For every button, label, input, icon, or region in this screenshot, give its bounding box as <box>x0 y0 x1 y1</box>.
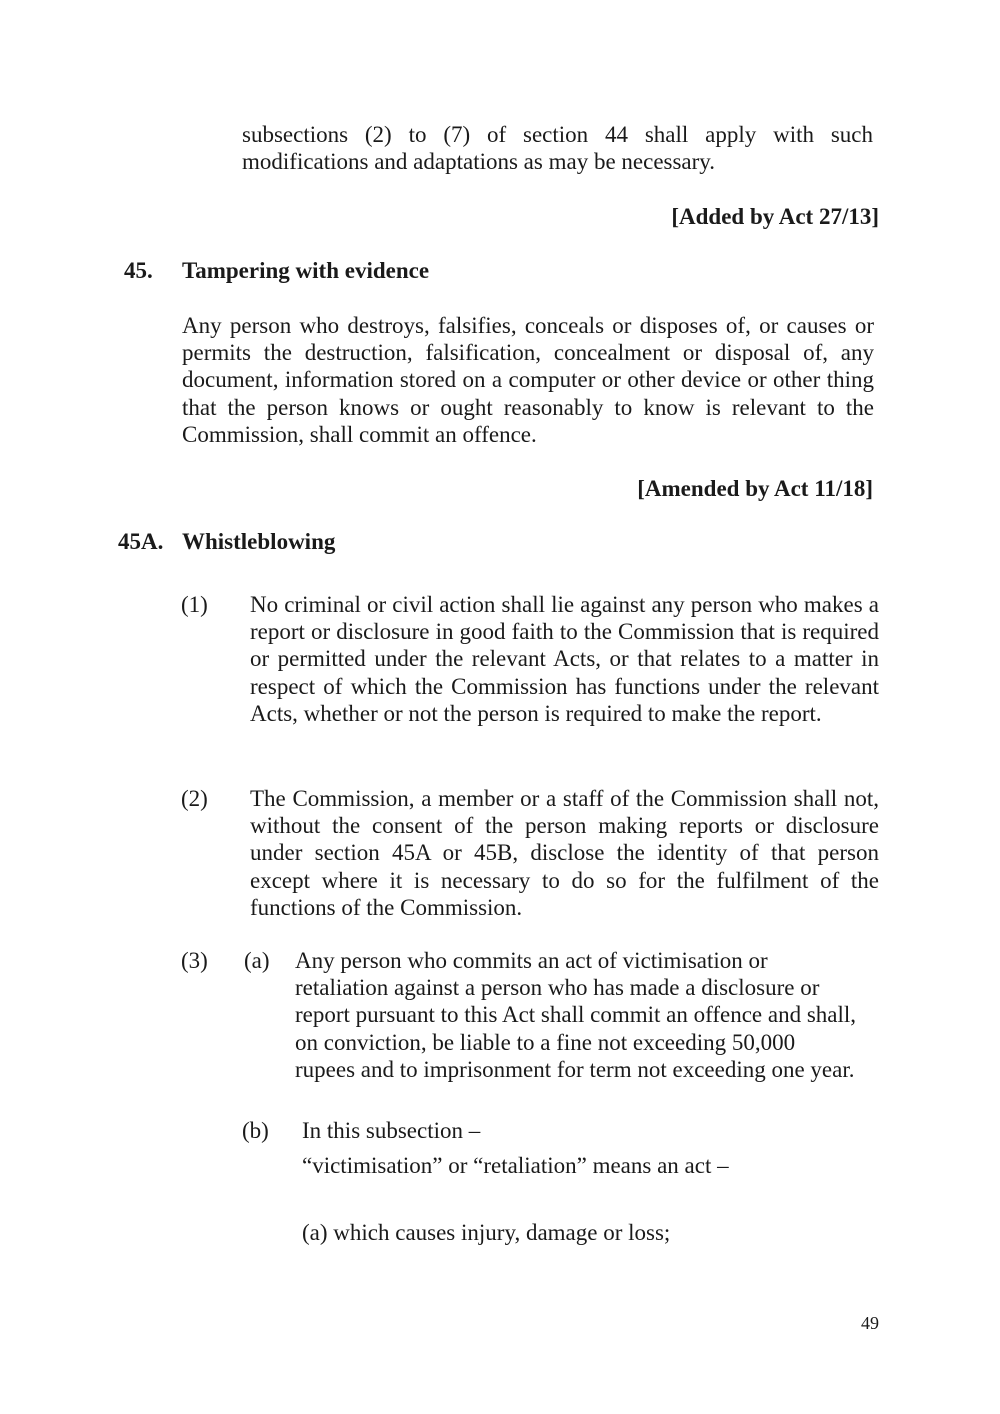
section-number: 45. <box>124 258 153 283</box>
definition-item: (a) which causes injury, damage or loss; <box>302 1220 671 1245</box>
text-line: report pursuant to this Act shall commit an offence and shall, <box>295 1002 857 1028</box>
text-line: rupees and to imprisonment for term not exceeding one year. <box>295 1056 855 1082</box>
subsection-label: (3) <box>181 948 208 973</box>
paragraph-text <box>295 947 856 1083</box>
continued-paragraph: subsections (2) to (7) of section 44 shall apply with such modifications and adaptations as may be necessary. <box>242 122 873 175</box>
section-body: Any person who destroys, falsifies, conceals or disposes of, or causes or permits the destruction, falsification, concealment or disposal of, any document, information stored on a computer or other device or other thing that the person knows or ought reasonably to know is relevant to the Commission, shall commit an offence. <box>182 313 874 447</box>
text-line: retaliation against a person who has made a disclosure or <box>295 975 820 1001</box>
paragraph-label: (b) <box>242 1118 269 1143</box>
subsection-label: (2) <box>181 786 208 811</box>
paragraph-intro: In this subsection – <box>302 1118 481 1143</box>
subsection-label: (1) <box>181 592 208 617</box>
text-line: Any person who commits an act of victimisation or <box>295 948 768 973</box>
page-number: 49 <box>861 1313 879 1333</box>
section-number: 45A. <box>118 529 164 554</box>
section-heading: Tampering with evidence <box>182 258 430 283</box>
amendment-note: [Added by Act 27/13] <box>671 204 879 229</box>
subsection-text: No criminal or civil action shall lie against any person who makes a report or disclosure in good faith to the Commission that is required or permitted under the relevant Acts, or that relates to a matter in respect of which the Commission has functions under the relevant Acts, whether or not the person is required to make the report. <box>250 592 879 726</box>
paragraph-label: (a) <box>244 948 270 973</box>
definition-text: “victimisation” or “retaliation” means an act – <box>302 1153 729 1178</box>
text-line: on conviction, be liable to a fine not exceeding 50,000 <box>295 1029 796 1055</box>
amendment-note: [Amended by Act 11/18] <box>637 476 873 501</box>
section-heading: Whistleblowing <box>182 529 336 554</box>
subsection-text: The Commission, a member or a staff of the Commission shall not, without the consent of the person making reports or disclosure under section 45A or 45B, disclose the identity of that person except where it is necessary to do so for the fulfilment of the functions of the Commission. <box>250 786 879 920</box>
